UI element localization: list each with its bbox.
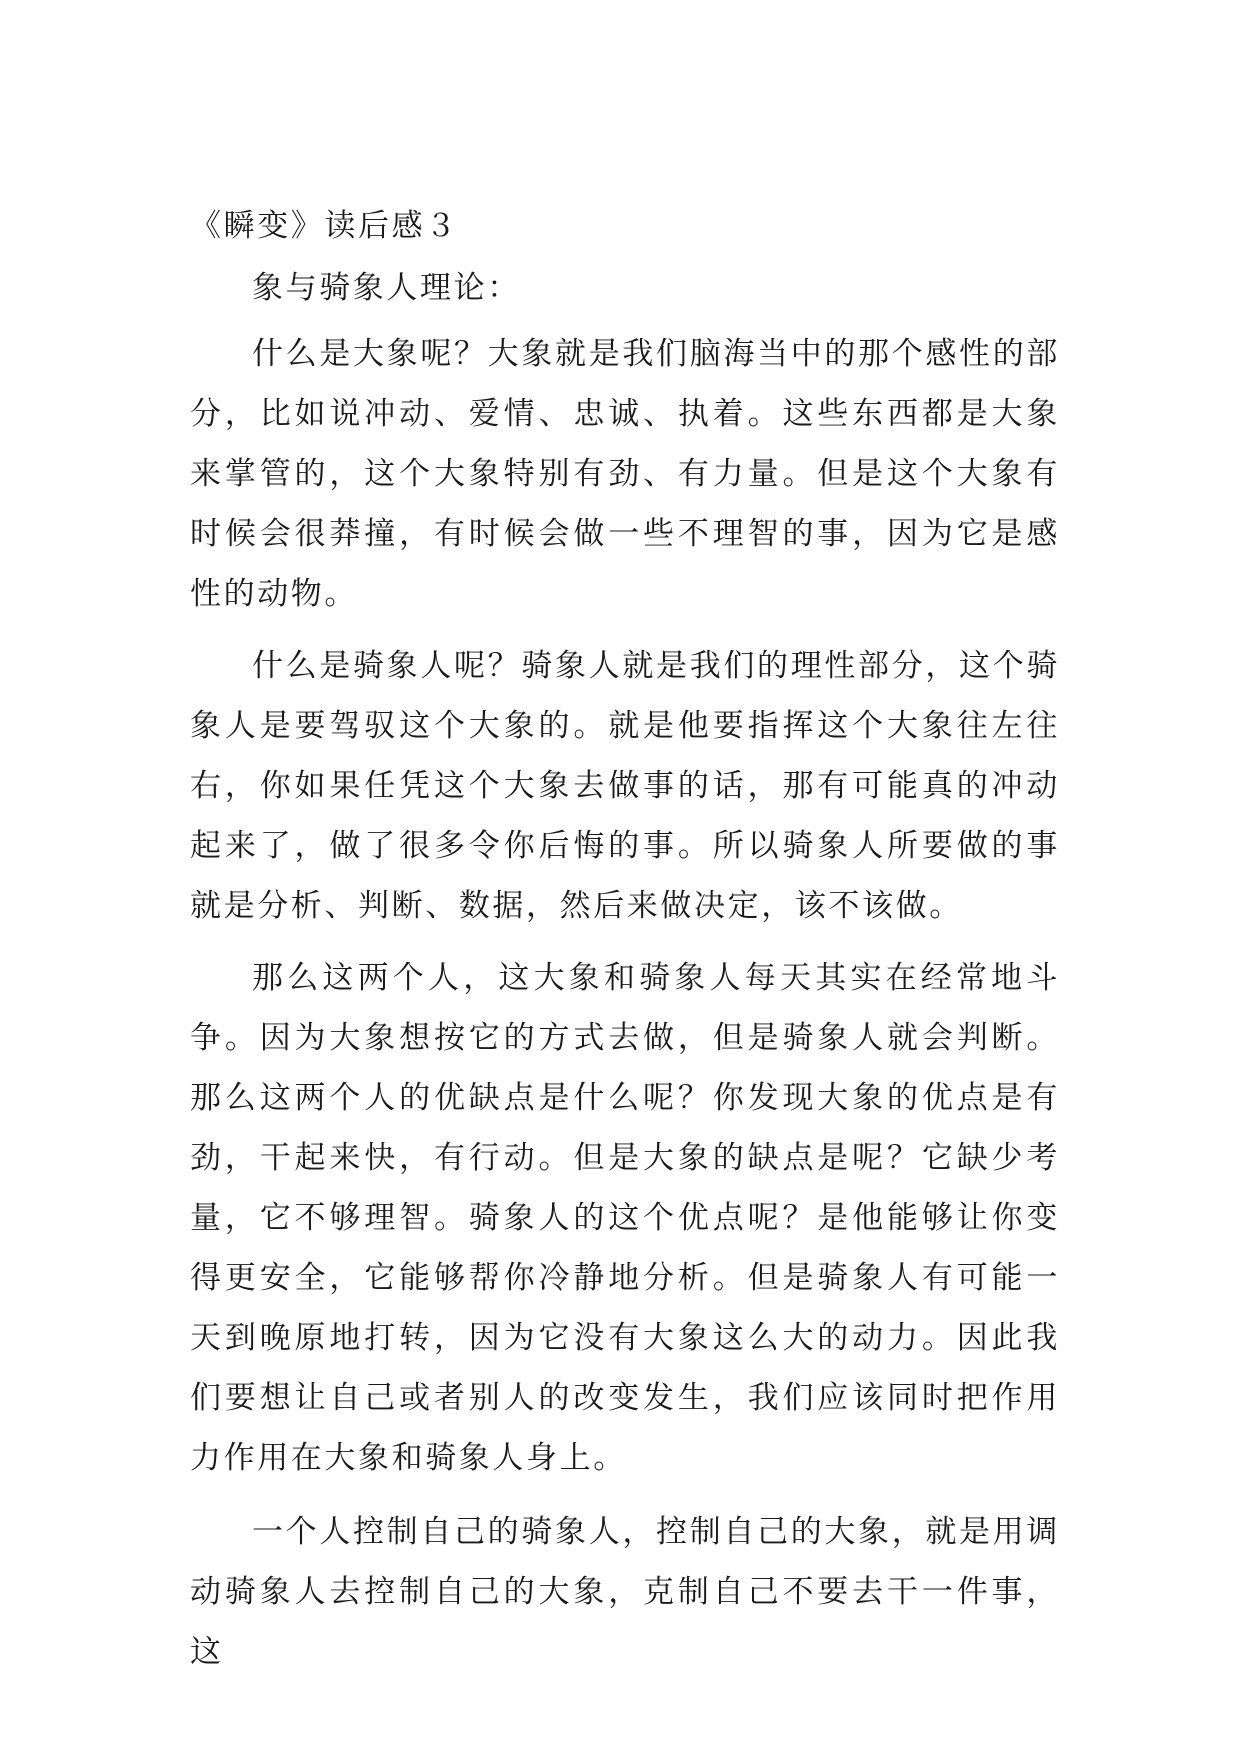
paragraph-theory-heading: 象与骑象人理论： (252, 270, 521, 306)
paragraph-rider: 什么是骑象人呢？骑象人就是我们的理性部分，这个骑象人是要驾驭这个大象的。就是他要指挥这个大象往左往右，你如果任凭这个大象去做事的话，那有可能真的冲动起来了，做了很多令你后悔的事。所以骑象人所要做的事就是分析、判断、数据，然后来做决定，该不该做。 (190, 648, 1060, 924)
paragraph-elephant: 什么是大象呢？大象就是我们脑海当中的那个感性的部分，比如说冲动、爱情、忠诚、执着。这些东西都是大象来掌管的，这个大象特别有劲、有力量。但是这个大象有时候会很莽撞，有时候会做一些不理智的事，因为它是感性的动物。 (190, 336, 1060, 612)
document-body (190, 196, 1060, 1682)
document-title: 《瞬变》读后感３ (190, 208, 459, 244)
paragraph-control: 一个人控制自己的骑象人，控制自己的大象，就是用调动骑象人去控制自己的大象，克制自己不要去干一件事，这 (190, 1514, 1060, 1670)
paragraph-struggle: 那么这两个人，这大象和骑象人每天其实在经常地斗争。因为大象想按它的方式去做，但是骑象人就会判断。那么这两个人的优缺点是什么呢？你发现大象的优点是有劲，干起来快，有行动。但是大象的缺点是呢？它缺少考量，它不够理智。骑象人的这个优点呢？是他能够让你变得更安全，它能够帮你冷静地分析。但是骑象人有可能一天到晚原地打转，因为它没有大象这么大的动力。因此我们要想让自己或者别人的改变发生，我们应该同时把作用力作用在大象和骑象人身上。 (190, 960, 1060, 1476)
